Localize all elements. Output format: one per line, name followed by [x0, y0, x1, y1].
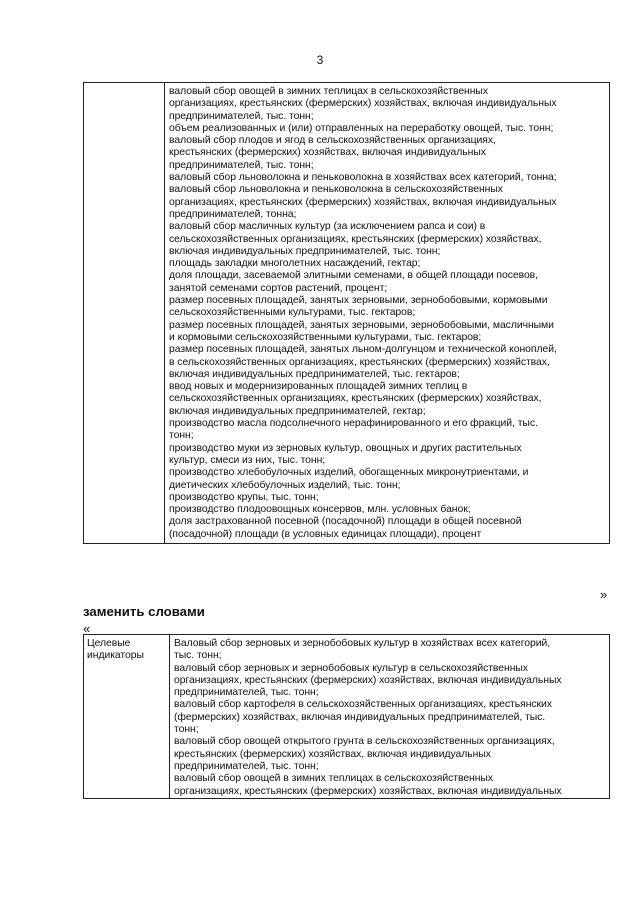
table-left-cell — [84, 635, 170, 799]
text-line: производство крупы, тыс. тонн; — [169, 491, 319, 503]
text-line: размер посевных площадей, занятых зерновыми, зернобобовыми, масличными — [169, 319, 554, 331]
text-line: (посадочной) площади (в условных единицах площади), процент — [169, 528, 482, 540]
text-line: валовый сбор овощей в зимних теплицах в сельскохозяйственных — [169, 86, 488, 97]
text-line: культур, смеси из них, тыс. тонн; — [169, 454, 326, 466]
indicators-table-old — [83, 82, 610, 544]
indicators-table-new — [83, 634, 610, 799]
text-line: (фермерских) хозяйствах, включая индивидуальных предпринимателей, тыс. — [174, 711, 546, 723]
text-line: производство масла подсолнечного нерафинированного и его фракций, тыс. — [169, 418, 538, 430]
text-line: организациях, крестьянских (фермерских) хозяйствах, включая индивидуальных — [169, 98, 557, 110]
text-line: включая индивидуальных предпринимателей, гектар; — [169, 405, 426, 417]
text-line: включая индивидуальных предпринимателей, тыс. тонн; — [169, 245, 441, 257]
page-bottom-margin — [83, 811, 610, 905]
text-line: размер посевных площадей, занятых льном-долгунцом и технической коноплей, — [169, 344, 557, 356]
text-line: предпринимателей, тыс. тонн; — [174, 687, 319, 699]
text-line: индикаторы — [87, 650, 144, 662]
text-line: валовый сбор плодов и ягод в сельскохозяйственных организациях, — [169, 135, 496, 147]
text-line: производство плодоовощных консервов, млн. условных банок; — [169, 504, 471, 516]
text-line: крестьянских (фермерских) хозяйствах, включая индивидуальных — [174, 748, 491, 760]
text-line: сельскохозяйственными культурами, тыс. гектаров; — [169, 307, 416, 319]
text-line: валовый сбор овощей в зимних теплицах в сельскохозяйственных — [174, 773, 493, 785]
text-line: предпринимателей, тыс. тонн; — [174, 760, 319, 772]
replace-with-label: заменить словами — [83, 604, 205, 619]
text-line: и кормовыми сельскохозяйственными культурами, тыс. гектаров; — [169, 331, 482, 343]
text-line: доля площади, засеваемой элитными семенами, в общей площади посевов, — [169, 270, 538, 282]
text-line: доля застрахованной посевной (посадочной) площади в общей посевной — [169, 516, 522, 528]
table-row — [84, 635, 610, 799]
text-line: производство муки из зерновых культур, овощных и других растительных — [169, 442, 522, 454]
table-right-cell — [165, 83, 610, 544]
text-line: сельскохозяйственных организациях, крестьянских (фермерских) хозяйствах, — [169, 393, 542, 405]
closing-quote: » — [600, 587, 608, 602]
text-line: тыс. тонн; — [174, 650, 222, 662]
text-line: валовый сбор льноволокна и пеньковолокна в хозяйствах всех категорий, тонна; — [169, 172, 557, 184]
text-line: организациях, крестьянских (фермерских) хозяйствах, включая индивидуальных — [169, 196, 557, 208]
text-line: предпринимателей, тыс. тонн; — [169, 159, 314, 171]
text-line: занятой семенами сортов растений, процент; — [169, 282, 388, 294]
text-line: предпринимателей, тыс. тонн; — [169, 110, 314, 122]
text-line: Целевые — [87, 638, 131, 649]
text-line: Валовый сбор зерновых и зернобобовых культур в хозяйствах всех категорий, — [174, 638, 551, 649]
text-line: производство хлебобулочных изделий, обогащенных микронутриентами, и — [169, 467, 529, 479]
text-line: валовый сбор зерновых и зернобобовых культур в сельскохозяйственных — [174, 662, 528, 674]
text-line: тонн; — [174, 724, 199, 736]
opening-quote: « — [83, 621, 91, 636]
page-number: 3 — [316, 53, 324, 67]
text-line: валовый сбор льноволокна и пеньковолокна в сельскохозяйственных — [169, 184, 503, 196]
text-line: в сельскохозяйственных организациях, крестьянских (фермерских) хозяйствах, — [169, 356, 550, 368]
text-line: организациях, крестьянских (фермерских) хозяйствах, включая индивидуальных — [174, 785, 562, 797]
text-line: валовый сбор картофеля в сельскохозяйственных организациях, крестьянских — [174, 699, 552, 711]
text-line: крестьянских (фермерских) хозяйствах, включая индивидуальных — [169, 147, 486, 159]
table-left-cell — [84, 83, 165, 544]
text-line: сельскохозяйственных организациях, крестьянских (фермерских) хозяйствах, — [169, 233, 542, 245]
text-line: предпринимателей, тонна; — [169, 208, 297, 220]
text-line: размер посевных площадей, занятых зерновыми, зернобобовыми, кормовыми — [169, 295, 548, 307]
text-line: включая индивидуальных предпринимателей, тыс. гектаров; — [169, 368, 460, 380]
text-line: тонн; — [169, 430, 194, 442]
table-row — [84, 83, 610, 544]
text-line: валовый сбор масличных культур (за исключением рапса и сои) в — [169, 221, 486, 233]
text-line: площадь закладки многолетних насаждений, гектар; — [169, 258, 421, 270]
text-line: объем реализованных и (или) отправленных на переработку овощей, тыс. тонн; — [169, 122, 554, 134]
text-line: диетических хлебобулочных изделий, тыс. тонн; — [169, 479, 401, 491]
text-line: валовый сбор овощей открытого грунта в сельскохозяйственных организациях, — [174, 736, 555, 748]
text-line: ввод новых и модернизированных площадей зимних теплиц в — [169, 381, 468, 393]
text-line: организациях, крестьянских (фермерских) хозяйствах, включая индивидуальных — [174, 674, 562, 686]
table-right-cell — [170, 635, 610, 799]
